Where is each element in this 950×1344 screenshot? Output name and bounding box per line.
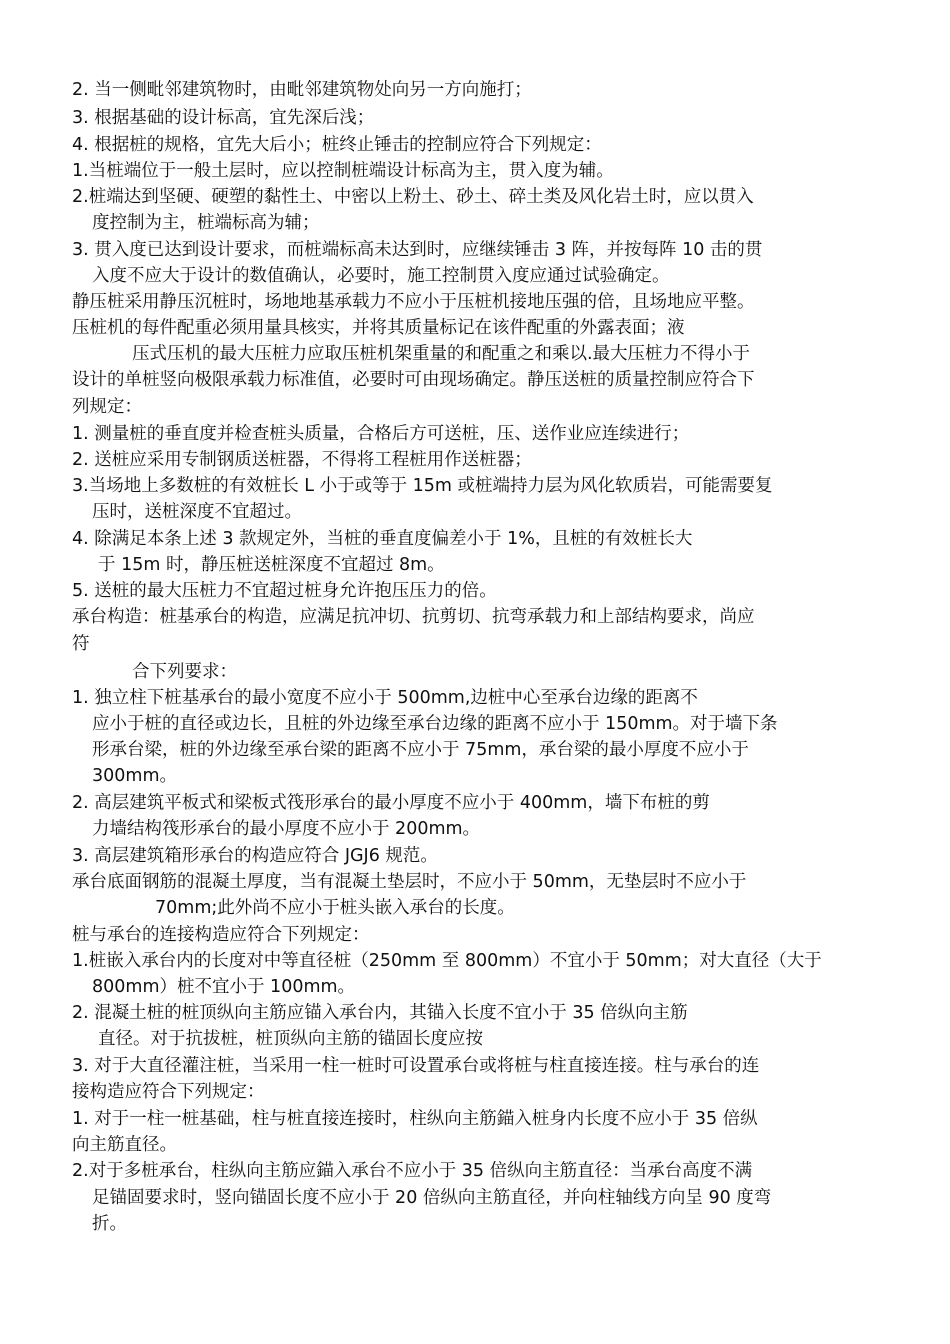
text-line: 4. 根据桩的规格，宜先大后小；桩终止锤击的控制应符合下列规定： (72, 135, 602, 155)
text-line: 2. 高层建筑平板式和梁板式筏形承台的最小厚度不应小于 400mm，墙下布桩的剪 (72, 793, 710, 813)
text-line: 设计的单桩竖向极限承载力标准值，必要时可由现场确定。静压送桩的质量控制应符合下 (72, 370, 755, 390)
text-line: 静压桩采用静压沉桩时，场地地基承载力不应小于压桩机接地压强的倍，且场地应平整。 (72, 292, 755, 312)
text-line: 1.当桩端位于一般土层时，应以控制桩端设计标高为主，贯入度为辅。 (72, 161, 614, 181)
text-line: 入度不应大于设计的数值确认，必要时，施工控制贯入度应通过试验确定。 (92, 266, 670, 286)
text-line: 足锚固要求时，竖向锚固长度不应小于 20 倍纵向主筋直径，并向柱轴线方向呈 90 度弯 (92, 1188, 772, 1208)
text-line: 4. 除满足本条上述 3 款规定外，当桩的垂直度偏差小于 1%，且桩的有效桩长大 (72, 529, 693, 549)
text-line: 3. 高层建筑箱形承台的构造应符合 JGJ6 规范。 (72, 846, 438, 866)
text-line: 3. 根据基础的设计标高，宜先深后浅； (72, 108, 375, 128)
text-line: 接构造应符合下列规定： (72, 1082, 265, 1102)
text-line: 300mm。 (92, 766, 177, 786)
text-line: 2. 送桩应采用专制钢质送桩器，不得将工程桩用作送桩器； (72, 450, 532, 470)
text-line: 应小于桩的直径或边长，且桩的外边缘至承台边缘的距离不应小于 150mm。对于墙下条 (92, 714, 778, 734)
text-line: 度控制为主，桩端标高为辅； (92, 213, 320, 233)
text-line: 承台底面钢筋的混凝土厚度，当有混凝土垫层时，不应小于 50mm，无垫层时不应小于 (72, 872, 747, 892)
text-line: 3. 对于大直径灌注桩，当采用一柱一桩时可设置承台或将桩与柱直接连接。柱与承台的连 (72, 1056, 760, 1076)
text-line: 合下列要求： (132, 662, 237, 682)
text-line: 折。 (92, 1214, 127, 1234)
text-line: 压桩机的每件配重必须用量具核实，并将其质量标记在该件配重的外露表面；液 (72, 318, 685, 338)
text-line: 压式压机的最大压桩力应取压桩机架重量的和配重之和乘以.最大压桩力不得小于 (132, 344, 751, 364)
text-line: 1. 独立柱下桩基承台的最小宽度不应小于 500mm,边桩中心至承台边缘的距离不 (72, 688, 698, 708)
text-line: 70mm;此外尚不应小于桩头嵌入承台的长度。 (155, 898, 515, 918)
text-line: 3. 贯入度已达到设计要求，而桩端标高未达到时，应继续锤击 3 阵，并按每阵 10 击的贯 (72, 240, 763, 260)
text-line: 1. 对于一柱一桩基础，柱与桩直接连接时，柱纵向主筋錨入桩身内长度不应小于 35 倍纵 (72, 1109, 758, 1129)
text-line: 向主筋直径。 (72, 1135, 177, 1155)
text-line: 2. 当一侧毗邻建筑物时，由毗邻建筑物处向另一方向施打； (72, 80, 532, 100)
text-line: 2.对于多桩承台，柱纵向主筋应錨入承台不应小于 35 倍纵向主筋直径：当承台高度不满 (72, 1161, 753, 1181)
text-line: 符 (72, 634, 90, 654)
text-line: 列规定： (72, 397, 142, 417)
text-line: 压时，送桩深度不宜超过。 (92, 502, 302, 522)
text-line: 1. 测量桩的垂直度并检查桩头质量，合格后方可送桩，压、送作业应连续进行； (72, 424, 690, 444)
text-line: 2. 混凝土桩的桩顶纵向主筋应锚入承台内，其锚入长度不宜小于 35 倍纵向主筋 (72, 1003, 688, 1023)
text-line: 力墙结构筏形承台的最小厚度不应小于 200mm。 (92, 819, 481, 839)
text-line: 桩与承台的连接构造应符合下列规定： (72, 925, 370, 945)
text-line: 1.桩嵌入承台内的长度对中等直径桩（250mm 至 800mm）不宜小于 50mm；对大直径（大于 (72, 951, 822, 971)
text-line: 形承台梁，桩的外边缘至承台梁的距离不应小于 75mm，承台梁的最小厚度不应小于 (92, 740, 749, 760)
text-line: 5. 送桩的最大压桩力不宜超过桩身允许抱压压力的倍。 (72, 581, 497, 601)
text-line: 承台构造：桩基承台的构造，应满足抗冲切、抗剪切、抗弯承载力和上部结构要求，尚应 (72, 607, 755, 627)
text-line: 800mm）桩不宜小于 100mm。 (92, 977, 356, 997)
text-line: 于 15m 时，静压桩送桩深度不宜超过 8m。 (98, 555, 445, 575)
text-line: 2.桩端达到坚硬、硬塑的黏性土、中密以上粉土、砂土、碎土类及风化岩土时，应以贯入 (72, 187, 754, 207)
text-line: 3.当场地上多数桩的有效桩长 L 小于或等于 15m 或桩端持力层为风化软质岩，可能需要复 (72, 476, 773, 496)
text-line: 直径。对于抗拔桩，桩顶纵向主筋的锚固长度应按 (98, 1029, 483, 1049)
